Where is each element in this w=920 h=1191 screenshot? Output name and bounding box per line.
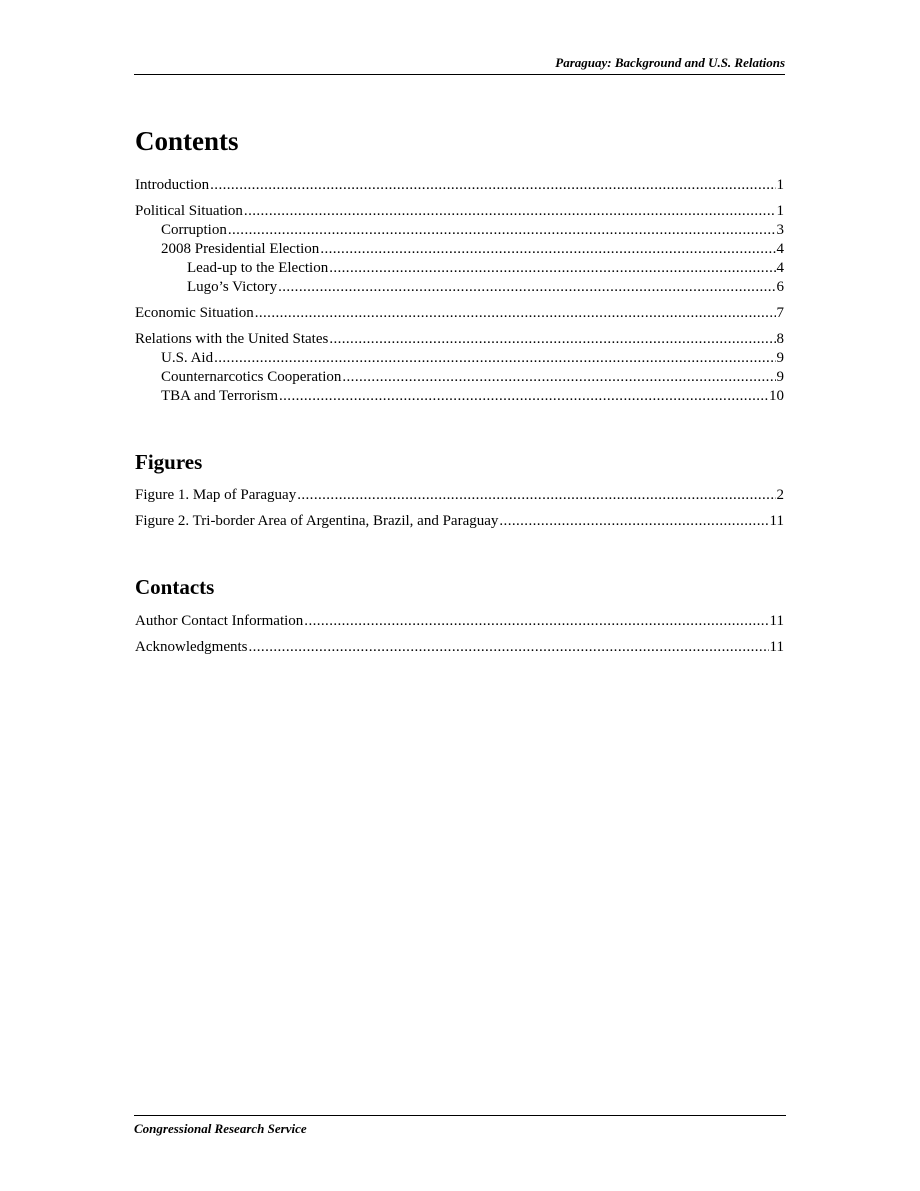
toc-leader (228, 221, 776, 240)
toc-leader (297, 486, 775, 505)
toc-entry-label: Acknowledgments (135, 639, 248, 655)
toc-leader (329, 259, 775, 278)
toc-entry-label: Lead-up to the Election (187, 260, 329, 276)
toc-leader (278, 278, 775, 297)
toc-entry-label: Relations with the United States (135, 331, 329, 347)
toc-page-number: 6 (776, 279, 784, 295)
toc-page-number: 9 (776, 350, 784, 366)
toc-entry-label: Author Contact Information (135, 613, 304, 629)
toc-leader (499, 512, 768, 531)
toc-entry-label: Figure 2. Tri-border Area of Argentina, Brazil, and Paraguay (135, 513, 499, 529)
toc-leader (255, 304, 776, 323)
toc-entry[interactable] (135, 202, 784, 221)
toc-leader (248, 638, 768, 657)
contacts-heading: Contacts (135, 575, 215, 599)
toc-entry-label: TBA and Terrorism (161, 388, 278, 404)
toc-entry-label: U.S. Aid (161, 350, 214, 366)
toc-entry[interactable] (135, 240, 784, 259)
toc-entry[interactable] (135, 259, 784, 278)
toc-page-number: 3 (776, 222, 784, 238)
toc-entry[interactable] (135, 387, 784, 406)
toc-page-number: 10 (769, 388, 784, 404)
toc-page-number: 2 (776, 487, 784, 503)
toc-page-number: 8 (776, 331, 784, 347)
toc-leader (214, 349, 775, 368)
toc-entry[interactable] (135, 278, 784, 297)
toc-entry[interactable] (135, 368, 784, 387)
toc-entry[interactable] (135, 176, 784, 195)
toc-entry-label: Corruption (161, 222, 227, 238)
toc-entry[interactable] (135, 330, 784, 349)
toc-leader (304, 612, 768, 631)
toc-page-number: 1 (776, 203, 784, 219)
toc-entry-label: Introduction (135, 177, 210, 193)
running-header: Paraguay: Background and U.S. Relations (134, 55, 785, 75)
running-footer: Congressional Research Service (134, 1115, 786, 1137)
figures-heading: Figures (135, 450, 203, 474)
toc-page-number: 4 (776, 241, 784, 257)
toc-leader (244, 202, 776, 221)
contents-list (135, 176, 784, 406)
toc-entry[interactable] (135, 349, 784, 368)
toc-page-number: 1 (776, 177, 784, 193)
toc-entry[interactable] (135, 512, 784, 531)
toc-entry-label: Figure 1. Map of Paraguay (135, 487, 297, 503)
toc-page-number: 9 (776, 369, 784, 385)
toc-entry[interactable] (135, 486, 784, 505)
toc-page-number: 7 (776, 305, 784, 321)
figures-list (135, 486, 784, 531)
toc-page-number: 11 (769, 639, 784, 655)
toc-entry[interactable] (135, 221, 784, 240)
toc-leader (210, 176, 775, 195)
toc-entry-label: Political Situation (135, 203, 243, 219)
toc-entry[interactable] (135, 304, 784, 323)
toc-leader (320, 240, 775, 259)
contacts-list (135, 612, 784, 657)
toc-entry-label: Counternarcotics Cooperation (161, 369, 342, 385)
toc-leader (342, 368, 775, 387)
toc-entry[interactable] (135, 638, 784, 657)
toc-entry[interactable] (135, 612, 784, 631)
toc-page-number: 11 (769, 613, 784, 629)
toc-entry-label: Economic Situation (135, 305, 254, 321)
toc-leader (279, 387, 768, 406)
toc-leader (329, 330, 775, 349)
toc-page-number: 4 (776, 260, 784, 276)
toc-entry-label: 2008 Presidential Election (161, 241, 320, 257)
contents-heading: Contents (135, 126, 239, 156)
toc-page-number: 11 (769, 513, 784, 529)
toc-entry-label: Lugo’s Victory (187, 279, 278, 295)
